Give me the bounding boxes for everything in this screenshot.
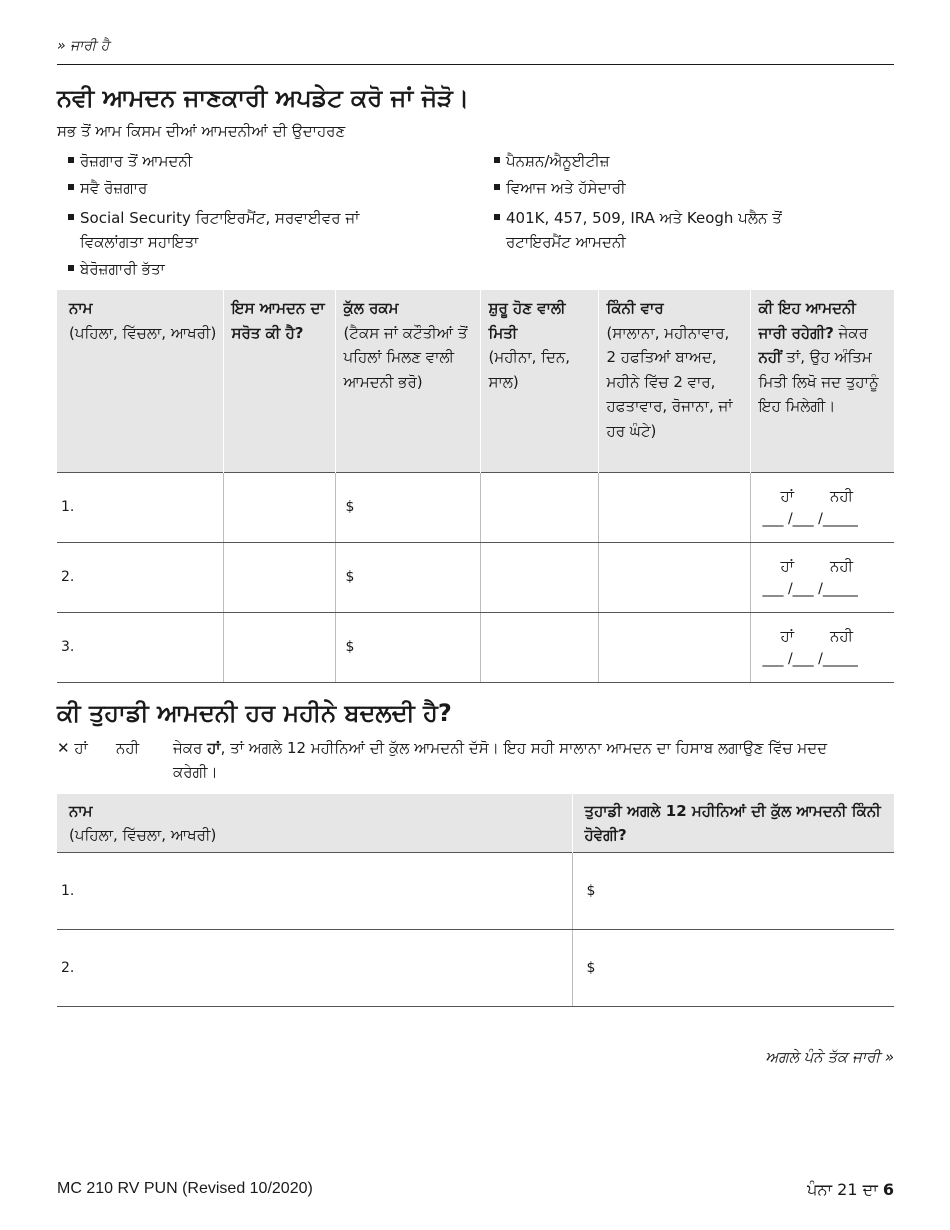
start-date-cell[interactable] [480, 542, 598, 612]
start-date-cell[interactable] [480, 472, 598, 542]
bullet-icon [494, 214, 500, 220]
yes-checkbox[interactable]: ✕ ਹਾਂ [57, 739, 88, 757]
header-total-amount: ਕੁੱਲ ਰਕਮ (ਟੈਕਸ ਜਾਂ ਕਟੌਤੀਆਂ ਤੋਂ ਪਹਿਲਾਂ ਮਿਲਣ ਵਾਲੀ ਆਮਦਨੀ ਭਰੋ) [335, 290, 480, 472]
amount-cell[interactable]: $ [335, 472, 480, 542]
frequency-cell[interactable] [598, 612, 750, 682]
page-number: ਪੰਨਾ 21 ਦਾ 6 [807, 1180, 894, 1199]
list-item: 401K, 457, 509, IRA ਅਤੇ Keogh ਪਲੈਨ ਤੋਂ ਰਟਾਇਰਮੈਂਟ ਆਮਦਨੀ [494, 206, 782, 254]
continue-cell [750, 612, 894, 682]
end-date-field[interactable]: ___ /___ /_____ [762, 511, 858, 527]
no-checkbox[interactable]: ਨਹੀ [116, 739, 140, 757]
bullet-icon [68, 184, 74, 190]
header-name: ਨਾਮ (ਪਹਿਲਾ, ਵਿੱਚਲਾ, ਆਖਰੀ) [57, 290, 223, 472]
table-row [57, 612, 894, 682]
income-table [57, 290, 894, 683]
frequency-cell[interactable] [598, 472, 750, 542]
frequency-cell[interactable] [598, 542, 750, 612]
list-item: Social Security ਰਿਟਾਇਰਮੈਂਟ, ਸਰਵਾਈਵਰ ਜਾਂ ਵਿਕਲਾਂਗਤਾ ਸਹਾਇਤਾ [68, 206, 359, 254]
continued-label: » ਜਾਰੀ ਹੈ [57, 38, 110, 54]
list-item: ਪੈਨਸ਼ਨ/ਐਨੂਈਟੀਜ਼ [494, 149, 610, 173]
continued-next-page: ਅਗਲੇ ਪੰਨੇ ਤੱਕ ਜਾਰੀ » [765, 1048, 894, 1066]
instruction-text: ਜੇਕਰ ਹਾਂ, ਤਾਂ ਅਗਲੇ 12 ਮਹੀਨਿਆਂ ਦੀ ਕੁੱਲ ਆਮਦਨੀ ਦੱਸੋ। ਇਹ ਸਹੀ ਸਾਲਾਨਾ ਆਮਦਨ ਦਾ ਹਿਸਾਬ ਲਗਾਉਣ ਵਿੱਚ ਮਦਦ ਕਰੇਗੀ। [173, 739, 828, 781]
section-title-income-update: ਨਵੀ ਆਮਦਨ ਜਾਣਕਾਰੀ ਅਪਡੇਟ ਕਰੋ ਜਾਂ ਜੋੜੋ। [57, 84, 470, 112]
source-cell[interactable] [223, 472, 335, 542]
header-frequency: ਕਿੰਨੀ ਵਾਰ (ਸਾਲਾਨਾ, ਮਹੀਨਾਵਾਰ, 2 ਹਫਤਿਆਂ ਬਾਅਦ, ਮਹੀਨੇ ਵਿੱਚ 2 ਵਾਰ, ਹਫਤਾਵਾਰ, ਰੋਜਾਨਾ, ਜਾਂ ਹਰ ਘੰਟੇ) [598, 290, 750, 472]
list-item: ਬੇਰੋਜ਼ਗਾਰੀ ਭੱਤਾ [68, 257, 165, 281]
list-item: ਵਿਆਜ ਅਤੇ ਹੱਸੇਦਾਰੀ [494, 176, 626, 200]
yes-option[interactable]: ਹਾਂ [780, 627, 794, 645]
header-12-month-total: ਤੁਹਾਡੀ ਅਗਲੇ 12 ਮਹੀਨਿਆਂ ਦੀ ਕੁੱਲ ਆਮਦਨੀ ਕਿੰਨੀ ਹੋਵੇਗੀ? [572, 794, 894, 853]
bullet-icon [494, 184, 500, 190]
name-cell[interactable]: 1. [57, 472, 223, 542]
header-name: ਨਾਮ (ਪਹਿਲਾ, ਵਿੱਚਲਾ, ਆਖਰੀ) [57, 794, 572, 853]
source-cell[interactable] [223, 612, 335, 682]
divider [57, 64, 894, 65]
name-cell[interactable]: 3. [57, 612, 223, 682]
start-date-cell[interactable] [480, 612, 598, 682]
amount-cell[interactable]: $ [572, 853, 894, 930]
name-cell[interactable]: 2. [57, 542, 223, 612]
name-cell[interactable]: 2. [57, 930, 572, 1007]
yes-option[interactable]: ਹਾਂ [780, 557, 794, 575]
end-date-field[interactable]: ___ /___ /_____ [762, 581, 858, 597]
table-row [57, 472, 894, 542]
source-cell[interactable] [223, 542, 335, 612]
header-source: ਇਸ ਆਮਦਨ ਦਾ ਸਰੋਤ ਕੀ ਹੈ? [223, 290, 335, 472]
form-id: MC 210 RV PUN (Revised 10/2020) [57, 1180, 313, 1197]
continue-cell [750, 542, 894, 612]
income-examples-subtitle: ਸਭ ਤੋਂ ਆਮ ਕਿਸਮ ਦੀਆਂ ਆਮਦਨੀਆਂ ਦੀ ਉਦਾਹਰਣ [57, 122, 346, 140]
continue-cell [750, 472, 894, 542]
header-start-date: ਸ਼ੁਰੂ ਹੋਣ ਵਾਲੀ ਮਿਤੀ (ਮਹੀਨਾ, ਦਿਨ, ਸਾਲ) [480, 290, 598, 472]
section-title-monthly-change: ਕੀ ਤੁਹਾਡੀ ਆਮਦਨੀ ਹਰ ਮਹੀਨੇ ਬਦਲਦੀ ਹੈ? [57, 699, 452, 727]
table-row [57, 542, 894, 612]
list-item: ਰੋਜ਼ਗਾਰ ਤੋਂ ਆਮਦਨੀ [68, 149, 192, 173]
bullet-icon [68, 157, 74, 163]
list-item: ਸਵੈ ਰੋਜ਼ਗਾਰ [68, 176, 147, 200]
end-date-field[interactable]: ___ /___ /_____ [762, 651, 858, 667]
bullet-icon [494, 157, 500, 163]
no-option[interactable]: ਨਹੀ [829, 487, 854, 505]
annual-income-table [57, 794, 894, 1007]
no-option[interactable]: ਨਹੀ [829, 557, 854, 575]
amount-cell[interactable]: $ [335, 612, 480, 682]
table-row [57, 930, 894, 1007]
name-cell[interactable]: 1. [57, 853, 572, 930]
bullet-icon [68, 214, 74, 220]
table-row [57, 853, 894, 930]
yes-option[interactable]: ਹਾਂ [780, 487, 794, 505]
no-option[interactable]: ਨਹੀ [829, 627, 854, 645]
amount-cell[interactable]: $ [572, 930, 894, 1007]
header-continue: ਕੀ ਇਹ ਆਮਦਨੀ ਜਾਰੀ ਰਹੇਗੀ? ਜੇਕਰ ਨਹੀਂ ਤਾਂ, ਉਹ ਅੰਤਿਮ ਮਿਤੀ ਲਿਖੋ ਜਦ ਤੁਹਾਨੂੰ ਇਹ ਮਿਲੇਗੀ। [750, 290, 894, 472]
amount-cell[interactable]: $ [335, 542, 480, 612]
bullet-icon [68, 265, 74, 271]
